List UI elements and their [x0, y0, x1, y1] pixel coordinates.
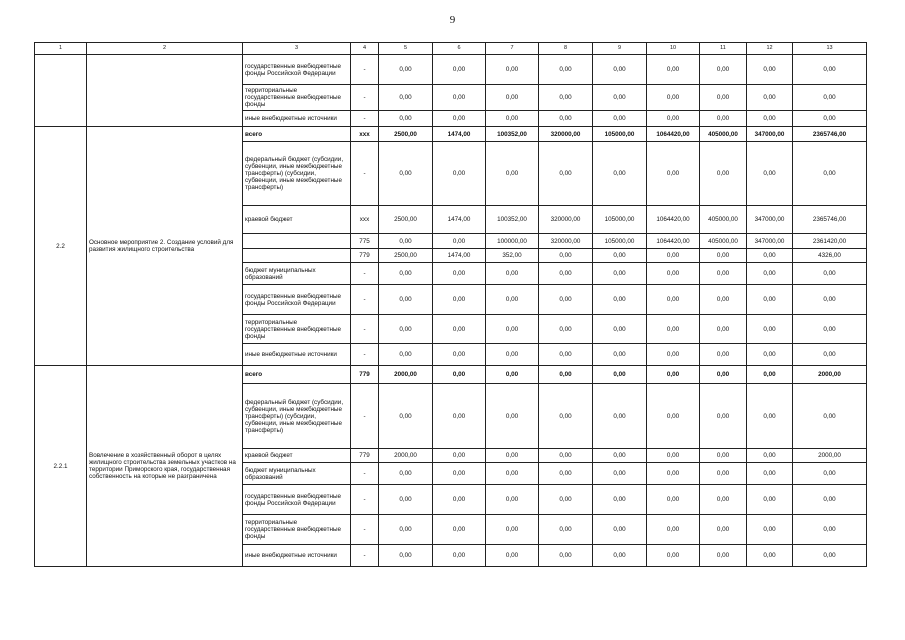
column-number: 1: [35, 43, 87, 55]
funding-source-cell: [243, 249, 351, 263]
amount-cell: 0,00: [593, 384, 647, 449]
funding-source-cell: федеральный бюджет (субсидии, субвенции, иные межбюджетные трансферты) (субсидии, субвенции, иные межбюджетные трансферты): [243, 384, 351, 449]
item-number-cell: [35, 55, 87, 127]
column-number: 12: [747, 43, 793, 55]
amount-cell: 0,00: [433, 142, 486, 206]
table-row: [35, 366, 867, 384]
budget-code-cell: 779: [351, 449, 379, 463]
amount-cell: 2000,00: [793, 366, 867, 384]
amount-cell: 0,00: [539, 315, 593, 344]
amount-cell: 0,00: [379, 85, 433, 111]
amount-cell: 0,00: [747, 249, 793, 263]
amount-cell: 0,00: [747, 515, 793, 545]
column-number-row: [35, 43, 867, 55]
amount-cell: 0,00: [433, 315, 486, 344]
amount-cell: 0,00: [433, 85, 486, 111]
amount-cell: 0,00: [593, 285, 647, 315]
amount-cell: 100352,00: [486, 206, 539, 234]
amount-cell: 1474,00: [433, 249, 486, 263]
amount-cell: 4326,00: [793, 249, 867, 263]
amount-cell: 100352,00: [486, 127, 539, 142]
amount-cell: 0,00: [793, 111, 867, 127]
amount-cell: 0,00: [593, 85, 647, 111]
amount-cell: 2500,00: [379, 127, 433, 142]
funding-source-cell: всего: [243, 127, 351, 142]
amount-cell: 0,00: [647, 366, 700, 384]
amount-cell: 0,00: [747, 285, 793, 315]
amount-cell: 0,00: [793, 85, 867, 111]
amount-cell: 0,00: [793, 315, 867, 344]
amount-cell: 105000,00: [593, 206, 647, 234]
amount-cell: 0,00: [593, 344, 647, 366]
amount-cell: 0,00: [379, 234, 433, 249]
amount-cell: 0,00: [747, 85, 793, 111]
amount-cell: 0,00: [700, 485, 747, 515]
amount-cell: 0,00: [700, 366, 747, 384]
amount-cell: 320000,00: [539, 127, 593, 142]
budget-code-cell: -: [351, 315, 379, 344]
amount-cell: 0,00: [539, 85, 593, 111]
budget-code-cell: -: [351, 285, 379, 315]
amount-cell: 0,00: [700, 285, 747, 315]
amount-cell: 0,00: [539, 366, 593, 384]
amount-cell: 0,00: [700, 384, 747, 449]
amount-cell: 347000,00: [747, 234, 793, 249]
column-number: 11: [700, 43, 747, 55]
amount-cell: 0,00: [433, 515, 486, 545]
column-number: 8: [539, 43, 593, 55]
amount-cell: 0,00: [433, 263, 486, 285]
amount-cell: 0,00: [700, 315, 747, 344]
column-number: 13: [793, 43, 867, 55]
amount-cell: 0,00: [486, 545, 539, 567]
funding-source-cell: государственные внебюджетные фонды Российской Федерации: [243, 485, 351, 515]
amount-cell: 0,00: [433, 463, 486, 485]
amount-cell: 0,00: [793, 55, 867, 85]
amount-cell: 0,00: [486, 111, 539, 127]
amount-cell: 0,00: [647, 545, 700, 567]
amount-cell: 0,00: [486, 55, 539, 85]
amount-cell: 0,00: [379, 263, 433, 285]
amount-cell: 0,00: [747, 384, 793, 449]
amount-cell: 0,00: [433, 55, 486, 85]
budget-code-cell: -: [351, 111, 379, 127]
amount-cell: 0,00: [593, 263, 647, 285]
column-number: 10: [647, 43, 700, 55]
amount-cell: 0,00: [793, 485, 867, 515]
amount-cell: 0,00: [593, 55, 647, 85]
amount-cell: 0,00: [700, 449, 747, 463]
amount-cell: 0,00: [433, 545, 486, 567]
amount-cell: 0,00: [747, 344, 793, 366]
amount-cell: 0,00: [747, 449, 793, 463]
amount-cell: 1064420,00: [647, 127, 700, 142]
amount-cell: 1064420,00: [647, 206, 700, 234]
budget-code-cell: -: [351, 85, 379, 111]
column-number: 3: [243, 43, 351, 55]
amount-cell: 0,00: [747, 366, 793, 384]
amount-cell: 2000,00: [379, 366, 433, 384]
budget-table: [34, 42, 867, 567]
column-number: 9: [593, 43, 647, 55]
amount-cell: 0,00: [793, 545, 867, 567]
budget-code-cell: -: [351, 263, 379, 285]
amount-cell: 105000,00: [593, 127, 647, 142]
funding-source-cell: бюджет муниципальных образований: [243, 263, 351, 285]
amount-cell: 0,00: [379, 463, 433, 485]
amount-cell: 347000,00: [747, 206, 793, 234]
amount-cell: 0,00: [700, 515, 747, 545]
amount-cell: 2000,00: [793, 449, 867, 463]
amount-cell: 0,00: [433, 384, 486, 449]
funding-source-cell: территориальные государственные внебюджетные фонды: [243, 315, 351, 344]
column-number: 2: [87, 43, 243, 55]
funding-source-cell: краевой бюджет: [243, 449, 351, 463]
amount-cell: 0,00: [793, 384, 867, 449]
amount-cell: 0,00: [593, 142, 647, 206]
amount-cell: 0,00: [539, 263, 593, 285]
amount-cell: 0,00: [647, 315, 700, 344]
amount-cell: 320000,00: [539, 234, 593, 249]
amount-cell: 100000,00: [486, 234, 539, 249]
amount-cell: 1474,00: [433, 206, 486, 234]
item-number-cell: 2.2.1: [35, 366, 87, 567]
amount-cell: 0,00: [647, 463, 700, 485]
amount-cell: 0,00: [486, 315, 539, 344]
amount-cell: 0,00: [700, 344, 747, 366]
amount-cell: 0,00: [647, 142, 700, 206]
amount-cell: 320000,00: [539, 206, 593, 234]
amount-cell: 0,00: [539, 111, 593, 127]
funding-source-cell: федеральный бюджет (субсидии, субвенции, иные межбюджетные трансферты) (субсидии, субвенции, иные межбюджетные трансферты): [243, 142, 351, 206]
amount-cell: 0,00: [539, 285, 593, 315]
amount-cell: 0,00: [379, 344, 433, 366]
amount-cell: 0,00: [486, 285, 539, 315]
amount-cell: 0,00: [593, 485, 647, 515]
amount-cell: 0,00: [593, 463, 647, 485]
amount-cell: 0,00: [647, 485, 700, 515]
amount-cell: 0,00: [433, 449, 486, 463]
amount-cell: 0,00: [486, 485, 539, 515]
activity-name-cell: Основное мероприятие 2. Создание условий для развития жилищного строительства: [87, 127, 243, 366]
amount-cell: 0,00: [433, 285, 486, 315]
amount-cell: 0,00: [593, 515, 647, 545]
amount-cell: 352,00: [486, 249, 539, 263]
amount-cell: 0,00: [539, 142, 593, 206]
amount-cell: 0,00: [700, 249, 747, 263]
table-row: [35, 55, 867, 85]
funding-source-cell: иные внебюджетные источники: [243, 111, 351, 127]
amount-cell: 0,00: [593, 315, 647, 344]
budget-code-cell: -: [351, 142, 379, 206]
amount-cell: 0,00: [793, 142, 867, 206]
funding-source-cell: иные внебюджетные источники: [243, 344, 351, 366]
funding-source-cell: государственные внебюджетные фонды Российской Федерации: [243, 285, 351, 315]
column-number: 7: [486, 43, 539, 55]
amount-cell: 0,00: [593, 366, 647, 384]
funding-source-cell: территориальные государственные внебюджетные фонды: [243, 515, 351, 545]
funding-source-cell: территориальные государственные внебюджетные фонды: [243, 85, 351, 111]
amount-cell: 0,00: [793, 463, 867, 485]
amount-cell: 0,00: [793, 285, 867, 315]
amount-cell: 0,00: [379, 285, 433, 315]
amount-cell: 0,00: [747, 142, 793, 206]
amount-cell: 0,00: [433, 111, 486, 127]
amount-cell: 0,00: [486, 463, 539, 485]
amount-cell: 0,00: [593, 111, 647, 127]
amount-cell: 2000,00: [379, 449, 433, 463]
amount-cell: 0,00: [700, 85, 747, 111]
column-number: 6: [433, 43, 486, 55]
budget-code-cell: -: [351, 344, 379, 366]
amount-cell: 0,00: [539, 344, 593, 366]
amount-cell: 0,00: [647, 449, 700, 463]
amount-cell: 0,00: [379, 142, 433, 206]
amount-cell: 0,00: [647, 55, 700, 85]
amount-cell: 0,00: [700, 545, 747, 567]
funding-source-cell: краевой бюджет: [243, 206, 351, 234]
amount-cell: 0,00: [647, 263, 700, 285]
amount-cell: 0,00: [747, 485, 793, 515]
amount-cell: 347000,00: [747, 127, 793, 142]
amount-cell: 0,00: [486, 384, 539, 449]
amount-cell: 0,00: [647, 285, 700, 315]
amount-cell: 0,00: [593, 545, 647, 567]
amount-cell: 0,00: [379, 384, 433, 449]
amount-cell: 2365746,00: [793, 127, 867, 142]
amount-cell: 0,00: [700, 142, 747, 206]
budget-code-cell: 779: [351, 249, 379, 263]
amount-cell: 0,00: [539, 449, 593, 463]
budget-code-cell: -: [351, 463, 379, 485]
amount-cell: 0,00: [747, 315, 793, 344]
amount-cell: 0,00: [700, 263, 747, 285]
amount-cell: 1064420,00: [647, 234, 700, 249]
amount-cell: 0,00: [647, 344, 700, 366]
funding-source-cell: всего: [243, 366, 351, 384]
funding-source-cell: иные внебюджетные источники: [243, 545, 351, 567]
amount-cell: 0,00: [379, 55, 433, 85]
funding-source-cell: [243, 234, 351, 249]
page-number: 9: [449, 14, 456, 26]
budget-code-cell: xxx: [351, 206, 379, 234]
budget-code-cell: -: [351, 545, 379, 567]
amount-cell: 0,00: [539, 485, 593, 515]
amount-cell: 0,00: [433, 234, 486, 249]
amount-cell: 2365746,00: [793, 206, 867, 234]
budget-code-cell: -: [351, 485, 379, 515]
amount-cell: 0,00: [379, 515, 433, 545]
amount-cell: 0,00: [647, 515, 700, 545]
amount-cell: 0,00: [700, 111, 747, 127]
amount-cell: 0,00: [486, 263, 539, 285]
amount-cell: 105000,00: [593, 234, 647, 249]
table-row: [35, 127, 867, 142]
funding-source-cell: бюджет муниципальных образований: [243, 463, 351, 485]
amount-cell: 0,00: [593, 449, 647, 463]
amount-cell: 0,00: [747, 545, 793, 567]
amount-cell: 2361420,00: [793, 234, 867, 249]
amount-cell: 0,00: [539, 249, 593, 263]
amount-cell: 0,00: [486, 366, 539, 384]
amount-cell: 0,00: [539, 384, 593, 449]
amount-cell: 0,00: [793, 515, 867, 545]
amount-cell: 0,00: [647, 249, 700, 263]
item-number-cell: 2.2: [35, 127, 87, 366]
amount-cell: 0,00: [486, 142, 539, 206]
amount-cell: 0,00: [379, 315, 433, 344]
activity-name-cell: Вовлечение в хозяйственный оборот в целях жилищного строительства земельных участков на территории Приморского края, государственная собственность на которые не разграничена: [87, 366, 243, 567]
budget-code-cell: 779: [351, 366, 379, 384]
amount-cell: 0,00: [539, 545, 593, 567]
amount-cell: 1474,00: [433, 127, 486, 142]
amount-cell: 0,00: [747, 111, 793, 127]
column-number: 4: [351, 43, 379, 55]
amount-cell: 405000,00: [700, 127, 747, 142]
amount-cell: 0,00: [539, 515, 593, 545]
budget-code-cell: -: [351, 55, 379, 85]
budget-code-cell: -: [351, 384, 379, 449]
amount-cell: 0,00: [647, 85, 700, 111]
amount-cell: 0,00: [539, 463, 593, 485]
amount-cell: 2500,00: [379, 249, 433, 263]
column-number: 5: [379, 43, 433, 55]
budget-code-cell: -: [351, 515, 379, 545]
amount-cell: 0,00: [747, 55, 793, 85]
amount-cell: 0,00: [700, 55, 747, 85]
amount-cell: 0,00: [539, 55, 593, 85]
amount-cell: 0,00: [700, 463, 747, 485]
amount-cell: 0,00: [379, 111, 433, 127]
amount-cell: 0,00: [433, 344, 486, 366]
amount-cell: 0,00: [486, 515, 539, 545]
amount-cell: 0,00: [793, 344, 867, 366]
activity-name-cell: [87, 55, 243, 127]
amount-cell: 0,00: [486, 449, 539, 463]
amount-cell: 0,00: [747, 463, 793, 485]
amount-cell: 0,00: [747, 263, 793, 285]
amount-cell: 0,00: [647, 384, 700, 449]
budget-code-cell: 775: [351, 234, 379, 249]
amount-cell: 0,00: [486, 344, 539, 366]
amount-cell: 405000,00: [700, 206, 747, 234]
amount-cell: 0,00: [379, 485, 433, 515]
amount-cell: 405000,00: [700, 234, 747, 249]
amount-cell: 0,00: [647, 111, 700, 127]
budget-code-cell: xxx: [351, 127, 379, 142]
amount-cell: 0,00: [486, 85, 539, 111]
funding-source-cell: государственные внебюджетные фонды Российской Федерации: [243, 55, 351, 85]
amount-cell: 0,00: [379, 545, 433, 567]
amount-cell: 0,00: [433, 366, 486, 384]
amount-cell: 0,00: [793, 263, 867, 285]
amount-cell: 2500,00: [379, 206, 433, 234]
table-body: [35, 55, 867, 567]
amount-cell: 0,00: [593, 249, 647, 263]
amount-cell: 0,00: [433, 485, 486, 515]
